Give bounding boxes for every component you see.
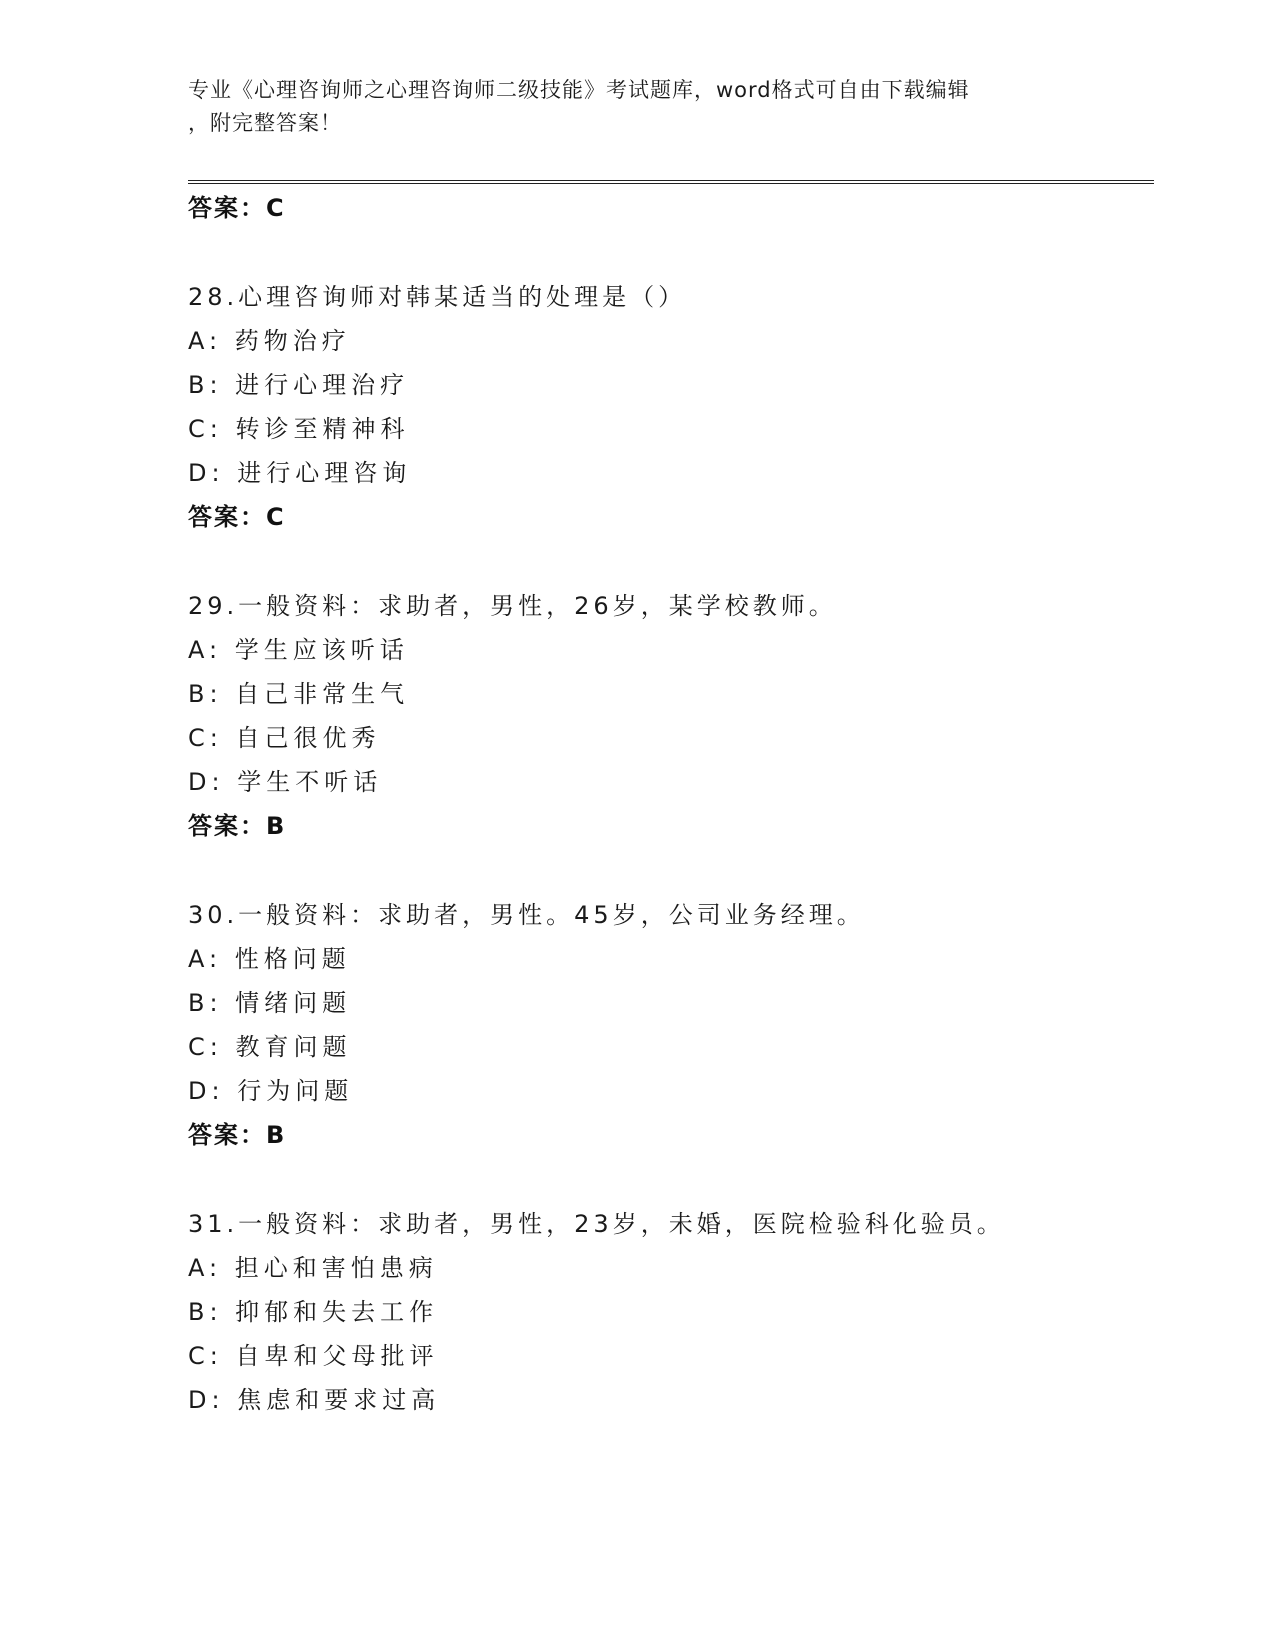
answer-line: 答案：B: [188, 812, 287, 840]
option-d: D: 行为问题: [188, 1077, 354, 1105]
header-divider: [188, 180, 1154, 184]
option-b: B: 情绪问题: [188, 989, 352, 1017]
option-a: A: 担心和害怕患病: [188, 1254, 438, 1282]
option-b: B: 抑郁和失去工作: [188, 1298, 439, 1326]
option-a: A: 学生应该听话: [188, 636, 409, 664]
option-b: B: 进行心理治疗: [188, 371, 410, 399]
option-b: B: 自己非常生气: [188, 680, 410, 708]
header-line-1: 专业《心理咨询师之心理咨询师二级技能》考试题库，word格式可自由下载编辑: [188, 78, 970, 102]
option-c: C: 自卑和父母批评: [188, 1342, 439, 1370]
question-stem: 29.一般资料：求助者，男性，26岁，某学校教师。: [188, 592, 837, 620]
answer-line: 答案：C: [188, 194, 286, 222]
document-header: [188, 74, 1088, 140]
question-stem: 30.一般资料：求助者，男性。45岁，公司业务经理。: [188, 901, 865, 929]
header-line-2: ，附完整答案！: [188, 111, 342, 135]
option-d: D: 进行心理咨询: [188, 459, 412, 487]
answer-line: 答案：C: [188, 503, 286, 531]
question-stem: 31.一般资料：求助者，男性，23岁，未婚，医院检验科化验员。: [188, 1210, 1005, 1238]
option-d: D: 学生不听话: [188, 768, 383, 796]
option-a: A: 药物治疗: [188, 327, 351, 355]
option-c: C: 转诊至精神科: [188, 415, 410, 443]
question-stem: 28.心理咨询师对韩某适当的处理是（）: [188, 283, 687, 311]
option-a: A: 性格问题: [188, 945, 351, 973]
option-c: C: 自己很优秀: [188, 724, 381, 752]
answer-line: 答案：B: [188, 1121, 287, 1149]
option-c: C: 教育问题: [188, 1033, 352, 1061]
option-d: D: 焦虑和要求过高: [188, 1386, 441, 1414]
